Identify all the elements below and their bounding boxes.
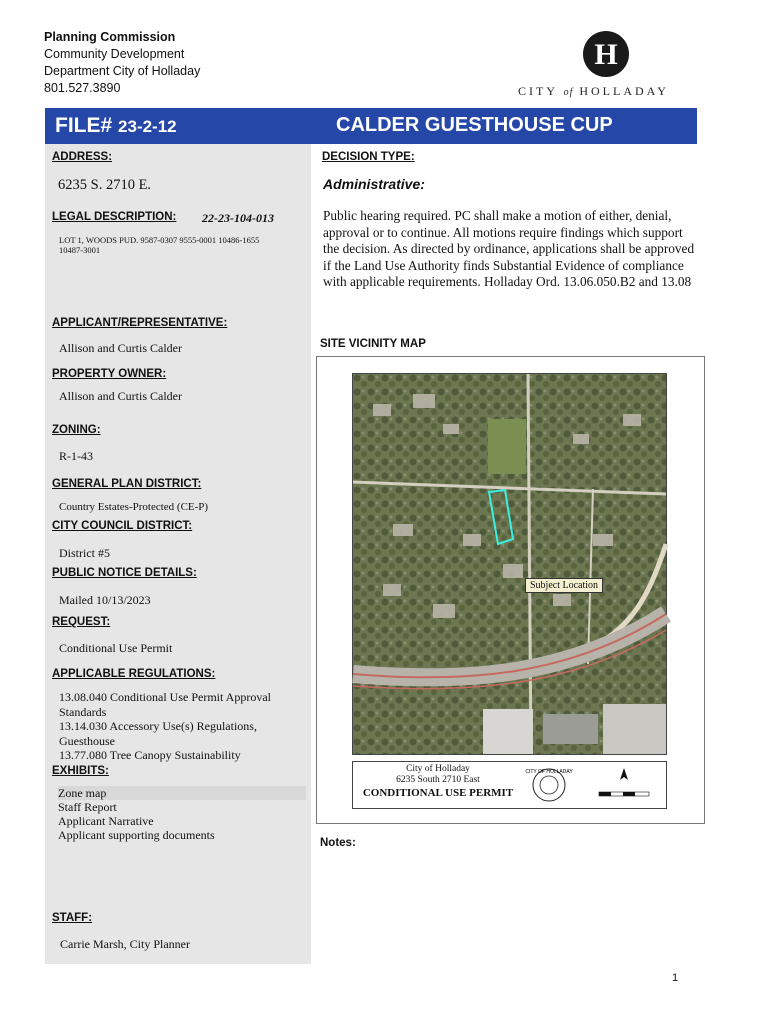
zoning-label: ZONING: — [52, 424, 101, 436]
file-number — [55, 114, 177, 138]
file-label: FILE# — [55, 114, 113, 137]
legend-address: 6235 South 2710 East — [396, 775, 480, 785]
svg-text:H: H — [594, 38, 618, 71]
exhibit-item: Applicant supporting documents — [58, 828, 215, 842]
request-label: REQUEST: — [52, 616, 111, 628]
applicant-value: Allison and Curtis Calder — [59, 341, 182, 355]
legal-label: LEGAL DESCRIPTION: — [52, 211, 177, 223]
council-label: CITY COUNCIL DISTRICT: — [52, 520, 193, 532]
aerial-photo — [352, 373, 667, 755]
decision-label: DECISION TYPE: — [322, 151, 415, 163]
reg-item: 13.14.030 Accessory Use(s) Regulations, Guesthouse — [59, 719, 257, 748]
gpd-label: GENERAL PLAN DISTRICT: — [52, 478, 202, 490]
exhibits-label: EXHIBITS: — [52, 765, 109, 777]
reg-item: 13.77.080 Tree Canopy Sustainability — [59, 748, 241, 762]
header-city: Department City of Holladay — [44, 64, 201, 78]
decision-type: Administrative: — [323, 176, 425, 192]
subject-location-label: Subject Location — [525, 578, 603, 593]
staff-label: STAFF: — [52, 912, 93, 924]
request-value: Conditional Use Permit — [59, 641, 173, 655]
legal-text-1: LOT 1, WOODS PUD. 9587-0307 9555-0001 10486-1655 — [59, 235, 260, 245]
seal-text: CITY OF HOLLADAY — [525, 769, 573, 775]
gpd-value: Country Estates-Protected (CE-P) — [59, 501, 209, 513]
legend-city: City of Holladay — [406, 764, 470, 774]
application-title: CALDER GUESTHOUSE CUP — [336, 114, 613, 136]
notes-label: Notes: — [320, 837, 356, 849]
staff-value: Carrie Marsh, City Planner — [60, 937, 190, 951]
address-value: 6235 S. 2710 E. — [58, 177, 152, 193]
reg-item: 13.08.040 Conditional Use Permit Approval Standards — [59, 690, 271, 719]
zoning-value: R-1-43 — [59, 449, 93, 463]
header-phone: 801.527.3890 — [44, 81, 121, 95]
address-label: ADDRESS: — [52, 151, 113, 163]
city-logo — [562, 28, 657, 88]
exhibits-list — [58, 786, 306, 842]
city-seal-icon — [525, 765, 573, 805]
logo-wordmark — [518, 84, 669, 99]
parcel-number: 22-23-104-013 — [202, 211, 274, 225]
regs-label: APPLICABLE REGULATIONS: — [52, 668, 216, 680]
exhibit-item: Applicant Narrative — [58, 814, 154, 828]
logo-of-word: of — [563, 87, 574, 98]
exhibit-item: Zone map — [58, 786, 306, 800]
legend-permit: CONDITIONAL USE PERMIT — [362, 787, 514, 799]
decision-body: Public hearing required. PC shall make a motion of either, denial, approval or to continue. All motions require findings which support the decision. As directed by ordinance, applications shall be approved if the Land Use Authority finds Substantial Evidence of compliance with applicable requirements. Holladay Ord. 13.06.050.B2 and 13.08 — [323, 208, 695, 289]
map-legend — [352, 761, 667, 809]
notice-value: Mailed 10/13/2023 — [59, 593, 151, 607]
notice-label: PUBLIC NOTICE DETAILS: — [52, 567, 197, 579]
vicinity-map — [316, 356, 705, 824]
legal-text-2: 10487-3001 — [59, 245, 101, 255]
page-number: 1 — [672, 972, 679, 984]
applicant-label: APPLICANT/REPRESENTATIVE: — [52, 317, 228, 329]
logo-name-word: HOLLADAY — [579, 84, 669, 98]
council-value: District #5 — [59, 546, 110, 560]
owner-label: PROPERTY OWNER: — [52, 368, 167, 380]
header-office: Planning Commission — [44, 30, 176, 44]
owner-value: Allison and Curtis Calder — [59, 389, 182, 403]
exhibit-item: Staff Report — [58, 800, 117, 814]
file-number-value: 23-2-12 — [118, 117, 177, 136]
logo-city-word: CITY — [518, 84, 558, 98]
header-dept: Community Development — [44, 47, 185, 61]
regs-list — [59, 690, 299, 760]
north-arrow-scale — [589, 768, 659, 802]
map-label: SITE VICINITY MAP — [320, 338, 426, 350]
